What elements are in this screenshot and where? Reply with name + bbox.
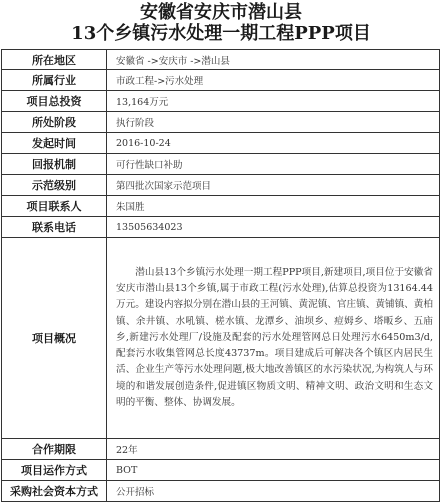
table-row [2, 196, 440, 217]
table-row [2, 175, 440, 196]
table-row [2, 460, 440, 481]
field-value-term: 22年 [107, 439, 440, 460]
field-value-total-investment: 13,164万元 [107, 91, 440, 112]
table-row [2, 217, 440, 238]
field-value-region: 安徽省 ->安庆市 ->潜山县 [107, 50, 440, 70]
table-row [2, 439, 440, 460]
table-row [2, 112, 440, 133]
table-row [2, 133, 440, 154]
field-label-total-investment: 项目总投资 [2, 91, 107, 112]
table-row [2, 238, 440, 439]
field-label-stage: 所处阶段 [2, 112, 107, 133]
field-value-launch-date: 2016-10-24 [107, 133, 440, 154]
title-line-2: 13个乡镇污水处理一期工程PPP项目 [71, 23, 371, 44]
table-row [2, 50, 440, 70]
field-value-demo-level: 第四批次国家示范项目 [107, 175, 440, 196]
field-value-stage: 执行阶段 [107, 112, 440, 133]
table-row [2, 91, 440, 112]
field-value-overview: 潜山县13个乡镇污水处理一期工程PPP项目,新建项目,项目位于安徽省安庆市潜山县13个乡镇,属于市政工程(污水处理),估算总投资为13164.44万元。建设内容拟分别在潜山县的王河镇、黄泥镇、官庄镇、黄铺镇、黄柏镇、余井镇、水吼镇、槎水镇、龙潭乡、油坝乡、痘姆乡、塔畈乡、五庙乡,新建污水处理厂/设施及配套的污水处理管网总日处理污水6450m3/d,配套污水收集管网总长度43737m。项目建成后可解决各个镇区内居民生活、企业生产等污水处理问题,极大地改善镇区的水污染状况,为构筑人与环境的和谐发展创造条件,促进镇区物质文明、精神文明、政治文明和生态文明的平衡、整体、协调发展。 [107, 238, 440, 439]
project-info-table [1, 49, 440, 502]
table-row [2, 481, 440, 502]
table-row [2, 70, 440, 91]
field-label-operation-mode: 项目运作方式 [2, 460, 107, 481]
title-line-1: 安徽省安庆市潜山县 [140, 2, 302, 23]
field-label-term: 合作期限 [2, 439, 107, 460]
field-label-overview: 项目概况 [2, 238, 107, 439]
field-label-return-mechanism: 回报机制 [2, 154, 107, 175]
field-label-contact: 项目联系人 [2, 196, 107, 217]
field-value-contact: 朱国胜 [107, 196, 440, 217]
table-row [2, 154, 440, 175]
field-label-demo-level: 示范级别 [2, 175, 107, 196]
field-value-return-mechanism: 可行性缺口补助 [107, 154, 440, 175]
field-label-phone: 联系电话 [2, 217, 107, 238]
field-label-procurement: 采购社会资本方式 [2, 481, 107, 502]
field-label-industry: 所属行业 [2, 70, 107, 91]
field-value-operation-mode: BOT [107, 460, 440, 481]
field-label-launch-date: 发起时间 [2, 133, 107, 154]
field-value-procurement: 公开招标 [107, 481, 440, 502]
field-label-region: 所在地区 [2, 50, 107, 70]
field-value-phone: 13505634023 [107, 217, 440, 238]
document-title [0, 0, 442, 46]
field-value-industry: 市政工程->污水处理 [107, 70, 440, 91]
